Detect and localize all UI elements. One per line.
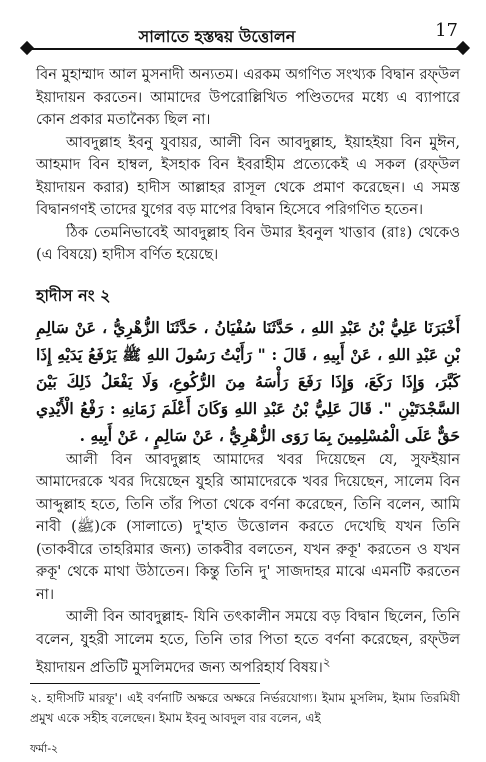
page-number: 17 bbox=[435, 20, 458, 41]
hadith-heading: হাদীস নং ২ bbox=[36, 285, 111, 305]
header-rule bbox=[28, 48, 462, 50]
commentary-text: আলী বিন আবদুল্লাহ- যিনি তৎকালীন সময়ে বড় বিদ্বান ছিলেন, তিনি বলেন, যুহরী সালেম হতে, তিনি তার পিতা হতে বর্ণনা করেছেন, রফ্‌উল ইয়াদায়ন প্রতিটি মুসলিমদের জন্য অপরিহার্য বিষয়। bbox=[36, 609, 460, 676]
paragraph-3: ঠিক তেমনিভাবেই আবদুল্লাহ বিন উমার ইবনুল খাত্তাব (রাঃ) থেকেও (এ বিষয়ে) হাদীস বর্ণিত হয়েছে। bbox=[36, 224, 460, 263]
footnote: ২. হাদীসটি মারফূ'। এই বর্ণনাটি অক্ষরে অক্ষরে নির্ভরযোগ্য। ইমাম মুসলিম, ইমাম তিরমিযী প্রমুখ একে সহীহ বলেছেন। ইমাম ইবনু আবদুল বার বলেন, এই bbox=[30, 691, 460, 725]
footnote-marker: ২ bbox=[322, 655, 331, 669]
hadith-commentary bbox=[36, 606, 460, 679]
paragraph-2: আবদুল্লাহ ইবনু যুবায়র, আলী বিন আবদুল্লাহ, ইয়াহইয়া বিন মুঈন, আহমাদ বিন হাম্বল, ইসহাক বিন ইবরাহীম প্রত্যেকেই এ সকল (রফ্‌উল ইয়াদায়ন করার) হাদীস আল্লাহর রাসূল থেকে প্রমাণ করেছেন। এ সমস্ত বিদ্বানগণই তাদের যুগের বড় মাপের বিদ্বান হিসেবে পরিগণিত হতেন। bbox=[36, 134, 460, 218]
running-header bbox=[28, 20, 466, 50]
paragraph-1: বিন মুহাম্মাদ আল মুসনাদী অন্যতম। এরকম অগণিত সংখ্যক বিদ্বান রফ্‌উল ইয়াদায়ন করতেন। আমাদের উপরোল্লিখিত পণ্ডিতদের মধ্যে এ ব্যাপারে কোন প্রকার মতানৈক্য ছিল না। bbox=[36, 67, 460, 128]
signature-mark: ফর্মা-২ bbox=[30, 742, 59, 755]
footnote-rule bbox=[30, 683, 260, 684]
hadith-arabic-text: أَخْبَرَنَا عَلِيُّ بْنُ عَبْدِ اللهِ ، حَدَّثَنَا سُفْيَانُ ، حَدَّثَنَا الزُّهْرِيُّ ، عَنْ سَالِمِ بْنِ عَبْدِ اللهِ ، عَنْ أَبِيهِ ، قَالَ : " رَأَيْتُ رَسُولَ اللهِ ﷺ يَرْفَعُ يَدَيْهِ إِذَا كَبَّرَ، وَإِذَا رَكَعَ، وَإِذَا رَفَعَ رَأْسَهُ مِنَ الرُّكُوعِ، وَلَا يَفْعَلُ ذَلِكَ بَيْنَ السَّجْدَتَيْنِ ". قَالَ عَلِيُّ بْنُ عَبْدِ اللهِ وَكَانَ أَعْلَمَ زَمَانِهِ : رَفْعُ الْأَيْدِي حَقٌّ عَلَى الْمُسْلِمِينَ بِمَا رَوَى الزُّهْرِيُّ ، عَنْ سَالِمٍ ، عَنْ أَبِيهِ . bbox=[36, 317, 460, 445]
hadith-translation: আলী বিন আবদুল্লাহ আমাদের খবর দিয়েছেন যে, সুফইয়ান আমাদেরকে খবর দিয়েছেন যুহরি আমাদেরকে খবর দিয়েছেন, সালেম বিন আব্দুল্লাহ হতে, তিনি তাঁর পিতা থেকে বর্ণনা করেছেন, তিনি বলেন, আমি নাবী (ﷺ)কে (সালাতে) দু'হাত উত্তোলন করতে দেখেছি যখন তিনি (তাকবীরে তাহরিমার জন্য) তাকবীর বলতেন, যখন রুকূ' করতেন ও যখন রুকূ' থেকে মাথা উঠাতেন। কিন্তু তিনি দু' সাজদাহর মাঝে এমনটি করতেন না। bbox=[36, 451, 460, 603]
header-title: সালাতে হস্তদ্বয় উত্তোলন bbox=[138, 27, 296, 46]
main-text bbox=[36, 64, 460, 679]
